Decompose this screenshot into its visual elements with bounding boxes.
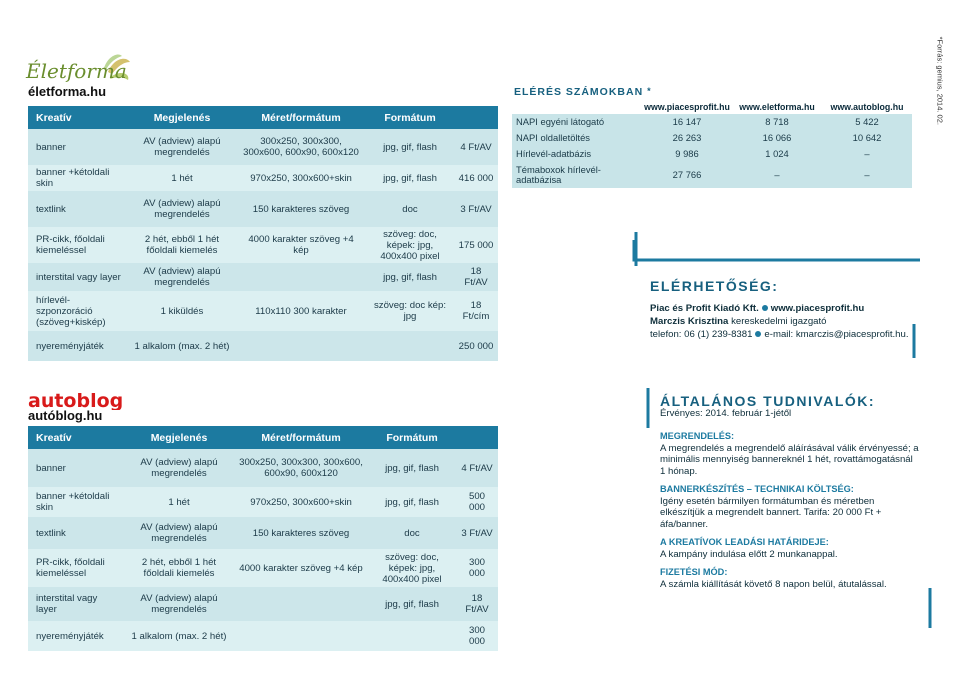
table-row	[28, 227, 498, 263]
svg-text:Életforma: Életforma	[26, 59, 127, 83]
reach-value: 9 986	[675, 148, 699, 159]
cell-meret	[234, 621, 368, 651]
reach-value: –	[864, 148, 870, 159]
cell-meret: 970x250, 300x600+skin	[250, 496, 352, 508]
cell-kreativ: nyereményjáték	[36, 340, 104, 352]
reach-value: 5 422	[855, 116, 879, 127]
cell-meret: 300x250, 300x300, 300x600, 600x90, 600x120	[243, 136, 359, 158]
header-meret: Méret/formátum	[234, 426, 368, 449]
cell-formatum: doc	[402, 203, 418, 215]
reach-source-note: *Forrás: gemius, 2014. 02.	[935, 36, 944, 125]
cell-kreativ: nyereményjáték	[36, 630, 104, 642]
section-label: BANNERKÉSZÍTÉS – TECHNIKAI KÖLTSÉG:	[660, 484, 854, 494]
cell-megjelenes: AV (adview) alapú megrendelés	[140, 593, 218, 615]
table-row	[28, 331, 498, 361]
table-row	[28, 621, 498, 651]
contact-phone: telefon: 06 (1) 239-8381	[650, 329, 753, 340]
cell-meret: 150 karakteres szöveg	[252, 527, 350, 539]
cell-meret	[234, 587, 368, 621]
cell-formatum: doc	[404, 527, 420, 539]
cell-megjelenes: 1 kiküldés	[160, 305, 204, 317]
cell-meret: 970x250, 300x600+skin	[250, 172, 352, 184]
section-label: MEGRENDELÉS:	[660, 431, 735, 441]
cell-kreativ: PR-cikk, főoldali kiemeléssel	[36, 234, 105, 256]
contact-title: ELÉRHETŐSÉG:	[650, 278, 779, 294]
reach-col-autoblog: www.autoblog.hu	[830, 102, 904, 112]
section-text: A számla kiállítását követő 8 napon belül, átutalással.	[660, 578, 887, 590]
general-info	[660, 393, 920, 590]
table-row	[28, 449, 498, 487]
reach-value: 1 024	[765, 148, 789, 159]
cell-ar: 416 000	[458, 172, 494, 184]
table-header-row	[28, 426, 498, 449]
autoblog-price-table	[28, 426, 498, 651]
cell-meret: 4000 karakter szöveg +4 kép	[248, 234, 354, 256]
eletforma-price-table	[28, 106, 498, 361]
cell-formatum: jpg, gif, flash	[383, 271, 437, 283]
reach-label: NAPI oldalletöltés	[516, 132, 590, 143]
table-row	[28, 165, 498, 191]
contact-role: kereskedelmi igazgató	[731, 316, 827, 327]
svg-text:autoblog: autoblog	[28, 390, 124, 410]
header-ar	[454, 106, 498, 129]
cell-kreativ: banner +kétoldali skin	[36, 491, 110, 513]
cell-formatum: jpg, gif, flash	[385, 598, 439, 610]
cell-megjelenes: AV (adview) alapú megrendelés	[143, 136, 221, 158]
eletforma-site-name: életforma.hu	[28, 84, 107, 99]
cell-formatum: szöveg: doc, képek: jpg, 400x400 pixel	[380, 228, 440, 262]
cell-formatum: jpg, gif, flash	[385, 462, 439, 474]
cell-kreativ: interstital vagy layer	[36, 271, 121, 283]
cell-ar: 4 Ft/AV	[460, 141, 492, 153]
header-ar	[456, 426, 498, 449]
contact-email-link[interactable]: e-mail: kmarczis@piacesprofit.hu.	[764, 329, 909, 340]
cell-formatum: szöveg: doc, képek: jpg, 400x400 pixel	[382, 551, 442, 585]
section-label: A KREATÍVOK LEADÁSI HATÁRIDEJE:	[660, 537, 829, 547]
table-header-row	[28, 106, 498, 129]
contact-frame	[634, 232, 924, 358]
cell-meret: 150 karakteres szöveg	[252, 203, 350, 215]
cell-megjelenes: AV (adview) alapú megrendelés	[143, 198, 221, 220]
reach-col-eletforma: www.eletforma.hu	[739, 102, 815, 112]
cell-kreativ: textlink	[36, 203, 66, 215]
cell-ar: 3 Ft/AV	[460, 203, 492, 215]
cell-meret	[236, 331, 366, 361]
section-text: A kampány indulása előtt 2 munkanappal.	[660, 548, 838, 560]
reach-value: 27 766	[672, 169, 702, 180]
cell-ar: 18 Ft/cím	[462, 300, 490, 322]
reach-value: 10 642	[852, 132, 882, 143]
cell-formatum	[366, 331, 454, 361]
cell-ar: 175 000	[458, 239, 494, 251]
cell-kreativ: hírlevél-szponzoráció (szöveg+kiskép)	[36, 294, 106, 328]
reach-row	[512, 114, 912, 130]
cell-kreativ: interstital vagy layer	[36, 593, 98, 615]
eletforma-logo	[24, 50, 134, 88]
cell-formatum: jpg, gif, flash	[385, 496, 439, 508]
contact-company: Piac és Profit Kiadó Kft.	[650, 303, 759, 314]
reach-label: Témaboxok hírlevél-adatbázisa	[516, 164, 601, 185]
reach-label: Hírlevél-adatbázis	[516, 148, 592, 159]
section-text: Igény esetén bármilyen formátumban és méretben elkészítjük a megrendelt bannert. Tarifa: 20 000 Ft + áfa/banner.	[660, 495, 882, 530]
table-row	[28, 487, 498, 517]
header-formatum: Formátum	[366, 106, 454, 129]
section-label: FIZETÉSI MÓD:	[660, 567, 728, 577]
reach-col-piacesprofit: www.piacesprofit.hu	[644, 102, 730, 112]
cell-ar: 500 000	[468, 491, 485, 513]
cell-meret: 300x250, 300x300, 300x600, 600x90, 600x120	[239, 457, 363, 479]
cell-formatum	[368, 621, 456, 651]
header-kreativ: Kreatív	[28, 426, 124, 449]
general-valid: Érvényes: 2014. február 1-jétől	[660, 407, 792, 419]
cell-ar: 18 Ft/AV	[464, 266, 488, 288]
reach-label: NAPI egyéni látogató	[516, 116, 605, 127]
cell-kreativ: banner +kétoldali skin	[36, 167, 110, 189]
reach-value: 26 263	[672, 132, 702, 143]
header-formatum: Formátum	[368, 426, 456, 449]
table-row	[28, 587, 498, 621]
cell-formatum: jpg, gif, flash	[383, 172, 437, 184]
cell-ar: 4 Ft/AV	[461, 462, 493, 474]
section-text: A megrendelés a megrendelő aláírásával válik érvényessé; a minimális mennyiség bannereknél 1 hét, rovattámogatásnál 1 hónap.	[660, 442, 919, 477]
cell-ar: 250 000	[458, 340, 494, 352]
reach-value: 8 718	[765, 116, 789, 127]
reach-table	[512, 100, 912, 188]
cell-megjelenes: AV (adview) alapú megrendelés	[143, 266, 221, 288]
cell-megjelenes: AV (adview) alapú megrendelés	[140, 522, 218, 544]
reach-value: 16 066	[762, 132, 792, 143]
table-row	[28, 263, 498, 291]
reach-row	[512, 162, 912, 188]
header-megjelenes: Megjelenés	[128, 106, 236, 129]
table-row	[28, 291, 498, 331]
cell-ar: 300 000	[468, 625, 485, 647]
reach-title: ELÉRÉS SZÁMOKBAN *	[514, 86, 652, 98]
header-kreativ: Kreatív	[28, 106, 128, 129]
cell-ar: 3 Ft/AV	[461, 527, 493, 539]
cell-meret	[236, 263, 366, 291]
contact-website-link[interactable]: www.piacesprofit.hu	[770, 303, 865, 314]
general-title: ÁLTALÁNOS TUDNIVALÓK:	[660, 393, 876, 409]
header-meret: Méret/formátum	[236, 106, 366, 129]
cell-kreativ: textlink	[36, 527, 66, 539]
reach-value: –	[864, 169, 870, 180]
table-row	[28, 549, 498, 587]
cell-formatum: jpg, gif, flash	[383, 141, 437, 153]
table-row	[28, 191, 498, 227]
cell-kreativ: banner	[36, 462, 66, 474]
reach-value: –	[774, 169, 780, 180]
cell-megjelenes: 2 hét, ebből 1 hét főoldali kiemelés	[144, 234, 220, 256]
reach-row	[512, 130, 912, 146]
cell-meret: 4000 karakter szöveg +4 kép	[239, 562, 363, 574]
cell-meret: 110x110 300 karakter	[255, 305, 347, 317]
contact-person: Marczis Krisztina	[650, 316, 729, 327]
table-row	[28, 129, 498, 165]
reach-header-row	[512, 100, 912, 114]
cell-kreativ: banner	[36, 141, 66, 153]
cell-megjelenes: 1 hét	[171, 172, 193, 184]
cell-formatum: szöveg: doc kép: jpg	[374, 300, 446, 322]
cell-megjelenes: 1 hét	[168, 496, 190, 508]
table-row	[28, 517, 498, 549]
cell-ar: 300 000	[468, 557, 485, 579]
cell-megjelenes: 1 alkalom (max. 2 hét)	[134, 340, 230, 352]
cell-megjelenes: 2 hét, ebből 1 hét főoldali kiemelés	[141, 557, 217, 579]
cell-megjelenes: 1 alkalom (max. 2 hét)	[131, 630, 227, 642]
cell-megjelenes: AV (adview) alapú megrendelés	[140, 457, 218, 479]
cell-ar: 18 Ft/AV	[465, 593, 489, 615]
cell-kreativ: PR-cikk, főoldali kiemeléssel	[36, 557, 105, 579]
reach-value: 16 147	[672, 116, 702, 127]
reach-row	[512, 146, 912, 162]
autoblog-site-name: autóblog.hu	[28, 408, 103, 423]
header-megjelenes: Megjelenés	[124, 426, 234, 449]
